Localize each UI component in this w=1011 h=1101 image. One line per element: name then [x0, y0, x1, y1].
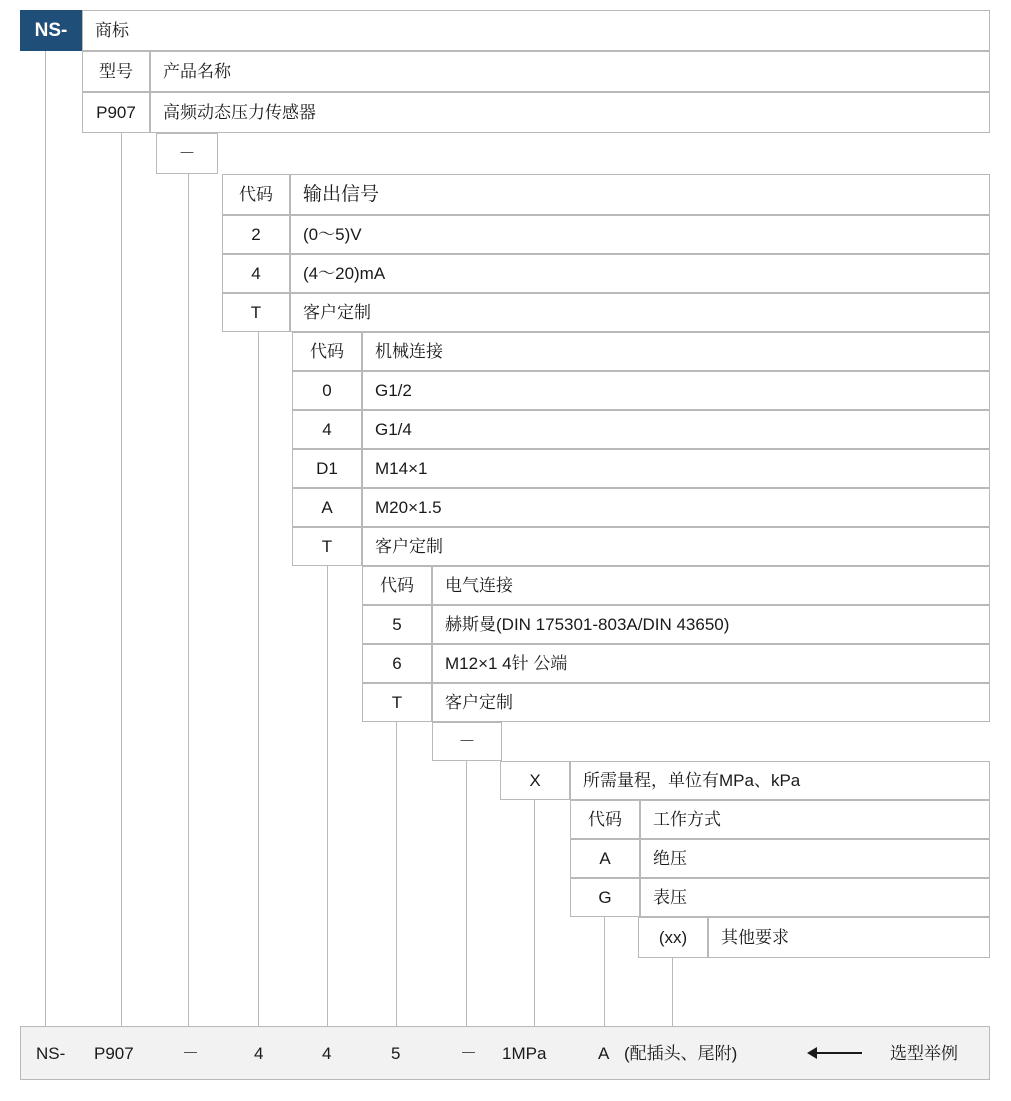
example-item-5: 5 — [391, 1043, 401, 1063]
example-item-3: 4 — [254, 1043, 264, 1063]
example-item-2: － — [182, 1043, 199, 1063]
connector-line-dash2 — [466, 761, 467, 1026]
working-mode-desc-0: 绝压 — [640, 839, 990, 878]
mechanical-header-code: 代码 — [292, 332, 362, 371]
mechanical-header-desc: 机械连接 — [362, 332, 990, 371]
mechanical-code-1: 4 — [292, 410, 362, 449]
mechanical-code-4: T — [292, 527, 362, 566]
connector-line-workingmode — [604, 917, 605, 1026]
example-item-1: P907 — [94, 1043, 134, 1063]
output-signal-code-2: T — [222, 293, 290, 332]
example-item-4: 4 — [322, 1043, 332, 1063]
mechanical-code-3: A — [292, 488, 362, 527]
output-signal-desc-1: (4～20)mA — [290, 254, 990, 293]
mechanical-desc-2: M14×1 — [362, 449, 990, 488]
model-header-code: 型号 — [82, 51, 150, 92]
electrical-desc-2: 客户定制 — [432, 683, 990, 722]
example-item-0: NS- — [36, 1043, 66, 1063]
separator-dash-1: － — [156, 133, 218, 174]
range-code: X — [500, 761, 570, 800]
electrical-code-0: 5 — [362, 605, 432, 644]
connector-line-mechanical — [327, 566, 328, 1026]
output-signal-header-code: 代码 — [222, 174, 290, 215]
electrical-desc-0: 赫斯曼(DIN 175301-803A/DIN 43650) — [432, 605, 990, 644]
other-desc: 其他要求 — [708, 917, 990, 958]
other-code: (xx) — [638, 917, 708, 958]
brand-code-cell: NS- — [20, 10, 82, 51]
electrical-code-1: 6 — [362, 644, 432, 683]
electrical-code-2: T — [362, 683, 432, 722]
example-item-7: 1MPa — [502, 1043, 547, 1063]
example-item-6: － — [460, 1043, 477, 1063]
working-mode-code-1: G — [570, 878, 640, 917]
example-arrow-icon — [816, 1043, 862, 1063]
mechanical-desc-1: G1/4 — [362, 410, 990, 449]
model-desc: 高频动态压力传感器 — [150, 92, 990, 133]
brand-label-cell: 商标 — [82, 10, 990, 51]
mechanical-desc-3: M20×1.5 — [362, 488, 990, 527]
working-mode-desc-1: 表压 — [640, 878, 990, 917]
mechanical-desc-4: 客户定制 — [362, 527, 990, 566]
separator-dash-2: － — [432, 722, 502, 761]
output-signal-code-1: 4 — [222, 254, 290, 293]
working-mode-code-0: A — [570, 839, 640, 878]
connector-line-dash1 — [188, 174, 189, 1026]
working-mode-header-code: 代码 — [570, 800, 640, 839]
output-signal-code-0: 2 — [222, 215, 290, 254]
mechanical-code-2: D1 — [292, 449, 362, 488]
example-arrow-label: 选型举例 — [890, 1043, 958, 1063]
model-code: P907 — [82, 92, 150, 133]
electrical-header-desc: 电气连接 — [432, 566, 990, 605]
connector-line-brand — [45, 51, 46, 1026]
electrical-header-code: 代码 — [362, 566, 432, 605]
connector-line-range — [534, 800, 535, 1026]
example-item-9: (配插头、尾附) — [624, 1043, 738, 1063]
connector-line-model — [121, 133, 122, 1026]
model-header-desc: 产品名称 — [150, 51, 990, 92]
connector-line-electrical — [396, 722, 397, 1026]
electrical-desc-1: M12×1 4针 公端 — [432, 644, 990, 683]
mechanical-code-0: 0 — [292, 371, 362, 410]
mechanical-desc-0: G1/2 — [362, 371, 990, 410]
output-signal-desc-0: (0～5)V — [290, 215, 990, 254]
example-item-8: A — [598, 1043, 610, 1063]
output-signal-header-desc: 输出信号 — [290, 174, 990, 215]
range-desc: 所需量程，单位有MPa、kPa — [570, 761, 990, 800]
output-signal-desc-2: 客户定制 — [290, 293, 990, 332]
working-mode-header-desc: 工作方式 — [640, 800, 990, 839]
connector-line-output — [258, 332, 259, 1026]
connector-line-other — [672, 958, 673, 1026]
